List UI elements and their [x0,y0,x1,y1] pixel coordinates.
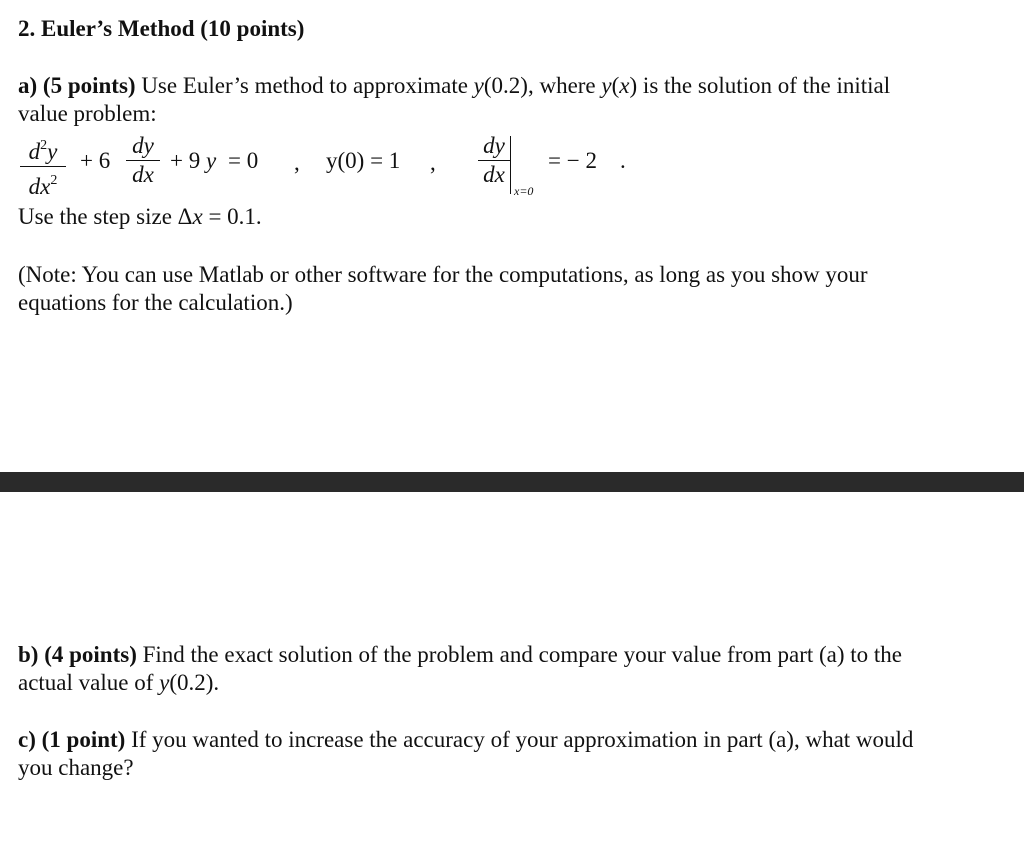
part-a-label: a) (5 points) [18,73,136,98]
step-size-line: Use the step size Δx = 0.1. [18,204,262,229]
derivative-at-zero-fraction: dy dx [478,134,510,187]
second-derivative-fraction: $d^2y$ $dx^2$ [20,134,66,199]
part-a-line1: a) (5 points) Use Euler’s method to approximate y(0.2), where y(x) is the solution of the initial [18,73,891,98]
evaluation-bar [510,136,511,194]
section-divider [0,472,1024,492]
plus-nine-y: + 9 y [170,148,217,173]
equation-period: . [620,148,626,173]
part-c-line1: c) (1 point) If you wanted to increase the accuracy of your approximation in part (a), what would [18,727,914,752]
note-line1: (Note: You can use Matlab or other software for the computations, as long as you show your [18,262,868,287]
question-title: 2. Euler’s Method (10 points) [18,16,305,41]
note-line2: equations for the calculation.) [18,290,293,315]
part-b-line2: actual value of y(0.2). [18,670,220,695]
part-b-label: b) (4 points) [18,642,137,667]
evaluation-subscript: x=0 [514,184,534,198]
part-c-line2: you change? [18,755,134,780]
part-a-line2: value problem: [18,101,157,126]
equals-minus-two: = − 2 [548,148,597,173]
initial-condition-y: y(0) = 1 [326,148,401,173]
part-b-line1: b) (4 points) Find the exact solution of the problem and compare your value from part (a) to the [18,642,903,667]
first-derivative-fraction: dy dx [126,134,160,187]
comma-1: , [294,150,300,175]
plus-six: + 6 [80,148,111,173]
comma-2: , [430,150,436,175]
part-c-label: c) (1 point) [18,727,126,752]
equals-zero: = 0 [228,148,259,173]
